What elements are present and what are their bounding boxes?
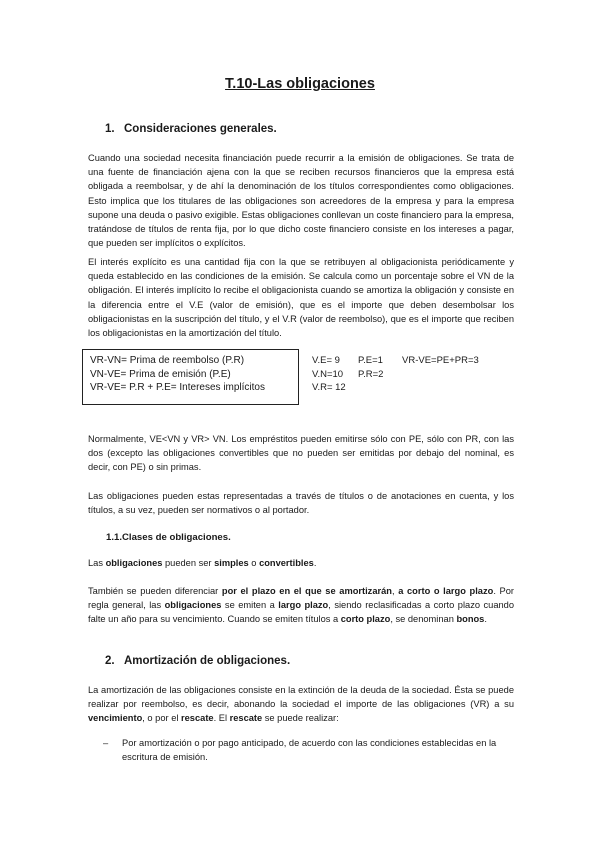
subsection-title: Clases de obligaciones. [122, 532, 231, 543]
list-item-text: Por amortización o por pago anticipado, de acuerdo con las condiciones establecidas en la escritura de emisión. [122, 738, 497, 763]
paragraph-types: Las obligaciones pueden ser simples o convertibles. [88, 558, 317, 568]
section-1-number: 1. [105, 123, 115, 135]
section-1-heading [105, 123, 277, 135]
paragraph-representation: Las obligaciones pueden estas representadas a través de títulos o de anotaciones en cuenta, y los títulos, a su vez, pueden ser normativos o al portador. [88, 491, 514, 516]
example-vr: V.R= 12 [312, 382, 346, 393]
example-pr: P.R=2 [358, 368, 384, 380]
paragraph-financing: Cuando una sociedad necesita financiación puede recurrir a la emisión de obligaciones. Se trata de una fuente de financiación ajena con la que se reciben recursos financieros que la empresa está obligada a reembolsar, y de ahí la denominación de los títulos correspondientes como obligaciones. Esto implica que los titulares de las obligaciones son acreedores de la empresa y para la empresa supone una deuda o pasivo exigible. Estas obligaciones conllevan un coste financiero para la empresa, tratándose de títulos de renta fija, por lo que dicho coste financiero consiste en los intereses a pagar, que pueden ser implícitos o explícitos. [88, 153, 514, 249]
section-2-heading [105, 655, 290, 667]
formula-line-3: VR-VE= P.R + P.E= Intereses implícitos [90, 382, 265, 393]
example-values-col2 [358, 354, 383, 381]
example-ve: V.E= 9 [312, 355, 340, 366]
paragraph-amortization: La amortización de las obligaciones consiste en la extinción de la deuda de la sociedad. Ésta se puede realizar por reembolso, es decir, abonando la sociedad el importe de las obligaciones (VR) a su vencimiento, o por el rescate. El rescate se puede realizar: [88, 685, 514, 724]
list-item [103, 736, 515, 764]
paragraph-interest: El interés explícito es una cantidad fija con la que se retribuyen al obligacionista periódicamente y queda establecido en las condiciones de la emisión. Se calcula como un porcentaje sobre el VN de la obligación. El interés implícito lo recibe el obligacionista cuando se amortiza la obligación y consiste en la diferencia entre el V.E (valor de emisión), que es el importe que deben desembolsar los obligacionistas en la suscripción del título, y el V.R (valor de reembolso), que es el importe que reciben los obligacionistas en la amortización del título. [88, 257, 514, 339]
example-values-col1 [312, 354, 346, 395]
paragraph-premiums: Normalmente, VE<VN y VR> VN. Los empréstitos pueden emitirse sólo con PE, sólo con PR, con las dos (excepto las obligaciones convertibles que no pueden ser emitidas por debajo del nominal, es decir, con PE) o sin primas. [88, 434, 514, 473]
subsection-number: 1.1. [106, 532, 123, 543]
list-dash: – [103, 738, 109, 748]
example-pe: P.E=1 [358, 355, 383, 366]
document-title: T.10-Las obligaciones [225, 76, 375, 92]
example-vn: V.N=10 [312, 368, 344, 380]
subsection-1-1-heading [106, 532, 231, 543]
formula-line-1: VR-VN= Prima de reembolso (P.R) [90, 355, 245, 366]
section-1-title: Consideraciones generales. [124, 123, 277, 135]
formula-box [82, 349, 299, 405]
section-2-title: Amortización de obligaciones. [124, 655, 291, 667]
section-2-number: 2. [105, 655, 115, 667]
paragraph-term: También se pueden diferenciar por el plazo en el que se amortizarán, a corto o largo plazo. Por regla general, las obligaciones se emiten a largo plazo, siendo reclasificadas a corto plazo cuando falte un año para su vencimiento. Cuando se emiten títulos a corto plazo, se denominan bonos. [88, 586, 515, 625]
formula-line-2: VN-VE= Prima de emisión (P.E) [90, 368, 231, 380]
example-result: VR-VE=PE+PR=3 [402, 355, 479, 366]
